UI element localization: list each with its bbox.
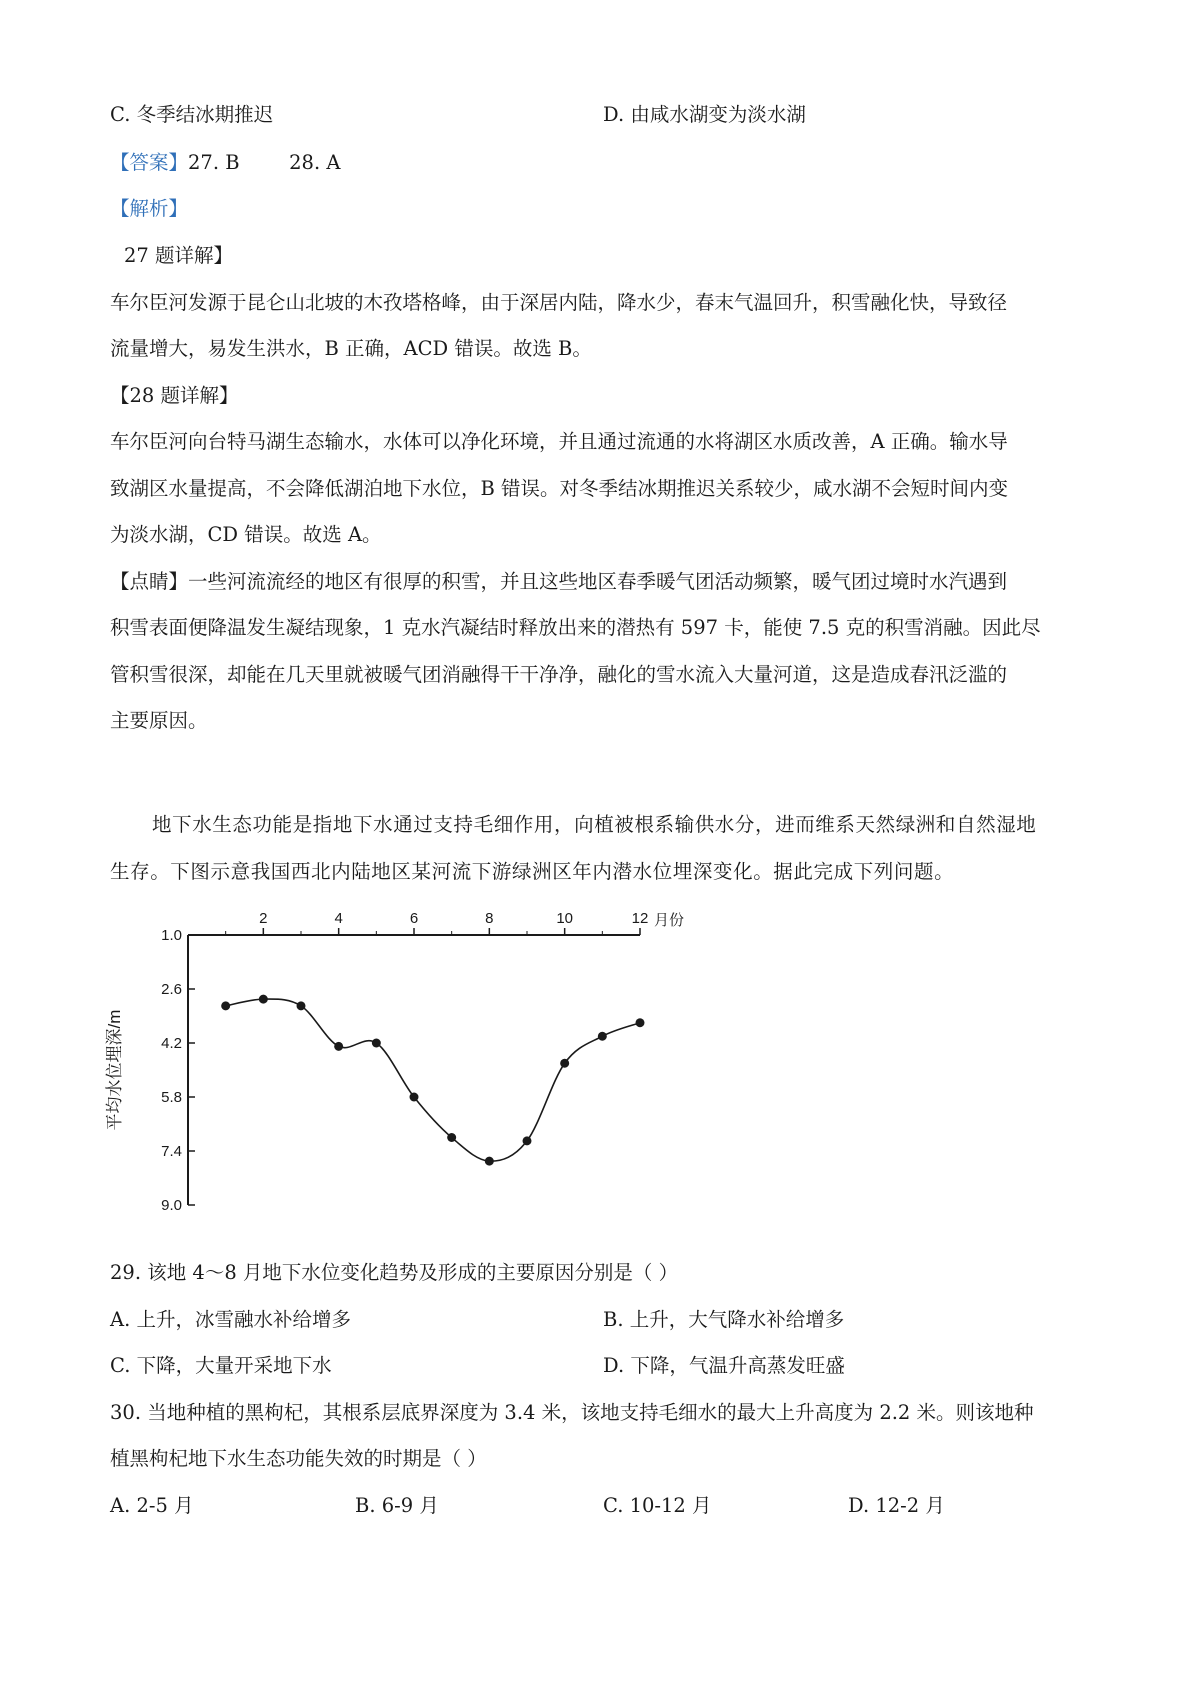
data-point-month-8 [485, 1157, 494, 1166]
x-tick-label: 2 [259, 910, 268, 927]
x-tick-label: 12 [631, 910, 649, 927]
comment-line-1 [110, 569, 1007, 595]
y-tick-label: 1.0 [161, 927, 182, 944]
x-tick-label: 4 [334, 910, 343, 927]
q30-option-d: D. 12-2 月 [848, 1494, 945, 1517]
option-c-prev: C. 冬季结冰期推迟 [110, 103, 274, 126]
comment-label: 【点睛】 [110, 570, 189, 593]
answer-label: 【答案】 [110, 151, 189, 174]
series-line [226, 999, 640, 1161]
data-point-month-12 [636, 1018, 645, 1027]
q29-option-b: B. 上升，大气降水补给增多 [603, 1308, 845, 1331]
y-axis-label: 平均水位埋深/m [105, 1009, 124, 1131]
answer-line [110, 150, 340, 176]
q29-option-a: A. 上升，冰雪融水补给增多 [110, 1308, 351, 1331]
answer-text: 27. B 28. A [188, 151, 341, 174]
data-point-month-1 [221, 1001, 230, 1010]
q27-detail-line-2: 流量增大，易发生洪水，B 正确，ACD 错误。故选 B。 [110, 337, 592, 360]
q30-option-b: B. 6-9 月 [355, 1494, 439, 1517]
comment-line-3: 管积雪很深，却能在几天里就被暖气团消融得干干净净，融化的雪水流入大量河道，这是造成春汛泛滥的 [110, 663, 1008, 686]
q28-detail-heading: 【28 题详解】 [110, 384, 239, 407]
q30-option-c: C. 10-12 月 [603, 1494, 712, 1517]
x-axis-label: 月份 [654, 912, 685, 929]
q28-detail-line-1: 车尔臣河向台特马湖生态输水，水体可以净化环境，并且通过流通的水将湖区水质改善，A 正确。输水导 [110, 430, 1008, 453]
q29-option-c: C. 下降，大量开采地下水 [110, 1354, 332, 1377]
q28-detail-line-2: 致湖区水量提高，不会降低湖泊地下水位，B 错误。对冬季结冰期推迟关系较少，咸水湖不会短时间内变 [110, 477, 1009, 500]
data-point-month-6 [410, 1093, 419, 1102]
chart-axes [161, 910, 648, 1214]
x-tick-label: 8 [485, 910, 494, 927]
series-points [221, 995, 644, 1166]
data-point-month-5 [372, 1039, 381, 1048]
comment-line-2: 积雪表面便降温发生凝结现象，1 克水汽凝结时释放出来的潜热有 597 卡，能使 7.5 克的积雪消融。因此尽 [110, 616, 1041, 639]
data-point-month-9 [523, 1136, 532, 1145]
q30-stem-line-2: 植黑枸杞地下水生态功能失效的时期是（ ） [110, 1447, 487, 1470]
data-point-month-3 [297, 1001, 306, 1010]
q29-stem: 29. 该地 4～8 月地下水位变化趋势及形成的主要原因分别是（ ） [110, 1261, 679, 1284]
x-tick-label: 6 [409, 910, 419, 927]
intro-line-2: 生存。下图示意我国西北内陆地区某河流下游绿洲区年内潜水位埋深变化。据此完成下列问题。 [110, 860, 955, 883]
q27-detail-line-1: 车尔臣河发源于昆仑山北坡的木孜塔格峰，由于深居内陆，降水少，春末气温回升，积雪融化快，导致径 [110, 291, 1008, 314]
q28-detail-line-3: 为淡水湖，CD 错误。故选 A。 [110, 523, 382, 546]
data-point-month-4 [334, 1042, 343, 1051]
analysis-label: 【解析】 [110, 197, 189, 220]
option-d-prev: D. 由咸水湖变为淡水湖 [603, 103, 806, 126]
comment-line-4: 主要原因。 [110, 709, 208, 732]
y-tick-label: 7.4 [161, 1143, 182, 1160]
water-depth-chart [100, 905, 720, 1225]
data-point-month-7 [447, 1133, 456, 1142]
q30-option-a: A. 2-5 月 [110, 1494, 194, 1517]
q27-detail-heading: 27 题详解】 [124, 244, 234, 267]
x-tick-label: 10 [556, 910, 574, 927]
data-point-month-11 [598, 1032, 607, 1041]
data-point-month-2 [259, 995, 268, 1004]
data-point-month-10 [560, 1059, 569, 1068]
y-tick-label: 5.8 [161, 1089, 182, 1106]
q29-option-d: D. 下降，气温升高蒸发旺盛 [603, 1354, 845, 1377]
intro-line-1: 地下水生态功能是指地下水通过支持毛细作用，向植被根系输供水分，进而维系天然绿洲和自然湿地 [152, 813, 1037, 836]
q30-stem-line-1: 30. 当地种植的黑枸杞，其根系层底界深度为 3.4 米，该地支持毛细水的最大上升高度为 2.2 米。则该地种 [110, 1401, 1034, 1424]
y-tick-label: 4.2 [161, 1035, 182, 1052]
comment-text-1: 一些河流流经的地区有很厚的积雪，并且这些地区春季暖气团活动频繁，暖气团过境时水汽遇到 [188, 570, 1008, 593]
y-tick-label: 9.0 [161, 1197, 182, 1214]
y-tick-label: 2.6 [161, 981, 182, 998]
